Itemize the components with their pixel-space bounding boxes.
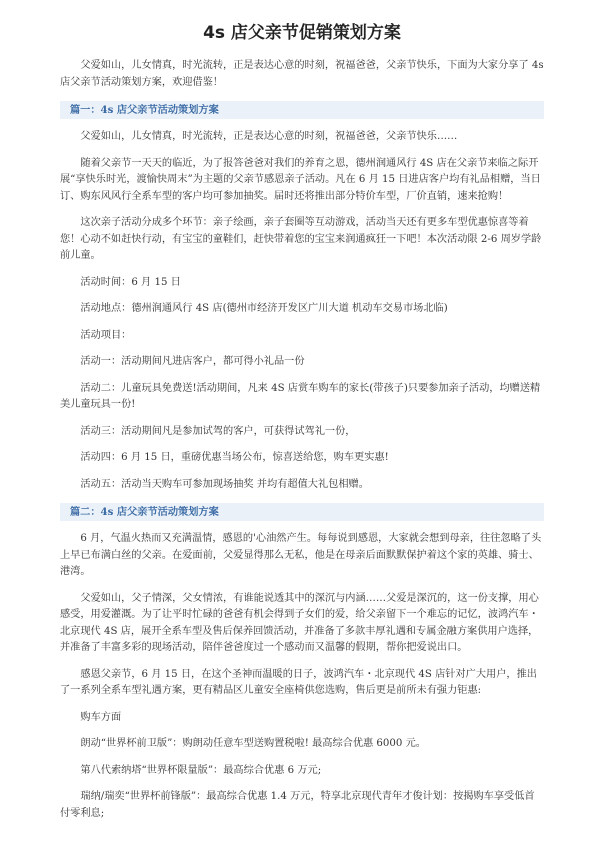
activity-location: 活动地点：德州润通风行 4S 店(德州市经济开发区广川大道 机动车交易市场北临) bbox=[80, 303, 448, 314]
section2-paragraph: 感恩父亲节，6 月 15 日，在这个圣神而温暖的日子，波鸿汽车・北京现代 4S 店针对广大用户，推出了一系列全系车型礼遇方案，更有精品区儿童安全座椅供您选购，售后更是前所未有强力钜惠: bbox=[60, 668, 537, 696]
intro-paragraph: 父爱如山，儿女情真，时光流转，正是表达心意的时刻，祝福爸爸，父亲节快乐，下面为大家分享了 4s 店父亲节活动策划方案，欢迎借鉴！ bbox=[60, 60, 544, 88]
section2-heading: 篇二：4s 店父亲节活动策划方案 bbox=[60, 503, 544, 521]
activity-3: 活动三：活动期间凡是参加试驾的客户，可获得试驾礼一份， bbox=[80, 425, 356, 437]
section1-heading: 篇一：4s 店父亲节活动策划方案 bbox=[60, 101, 544, 119]
purchase-offer: 第八代索纳塔“世界杯限量版”：最高综合优惠 6 万元; bbox=[80, 764, 322, 776]
activity-4: 活动四：6 月 15 日，重磅优惠当场公布，惊喜送给您，购车更实惠! bbox=[80, 452, 389, 463]
activity-time: 活动时间：6 月 15 日 bbox=[80, 276, 181, 288]
purchase-offer: 朗动“世界杯前卫版”：购朗动任意车型送购置税啦! 最高综合优惠 6000 元。 bbox=[80, 738, 426, 749]
section1-paragraph: 随着父亲节一天天的临近，为了报答爸爸对我们的养育之恩，德州润通风行 4S 店在父亲节来临之际开展“享快乐时光，渡愉快周末”为主题的父亲节感恩亲子活动。凡在 6 月 15 日进店客户均有礼品相赠，当日订、购东风风行全系车型的客户均可参加抽奖。届时还将推出部分特价车型，厂价直销，速来抢购！ bbox=[60, 157, 541, 202]
section1-paragraph: 这次亲子活动分成多个环节：亲子绘画，亲子套圈等互动游戏，活动当天还有更多车型优惠惊喜等着您！心动不如赶快行动，有宝宝的童鞋们，赶快带着您的宝宝来润通疯狂一下吧！本次活动限 2-6 周岁学龄前儿童。 bbox=[60, 217, 542, 261]
activity-5: 活动五：活动当天购车可参加现场抽奖 并均有超值大礼包相赠。 bbox=[80, 478, 369, 490]
section1-paragraph: 父爱如山，儿女情真，时光流转，正是表达心意的时刻，祝福爸爸，父亲节快乐…… bbox=[80, 131, 458, 142]
document-title: 4s 店父亲节促销策划方案 bbox=[203, 23, 401, 43]
activity-1: 活动一：活动期间凡进店客户，都可得小礼品一份 bbox=[80, 356, 305, 367]
section2-paragraph: 6 月，气温火热而又充满温情，感恩的'心油然产生。每每说到感恩，大家就会想到母亲，往往忽略了头上早已布满白丝的父亲。在爱面前，父爱显得那么无私，他是在母亲后面默默保护着这个家的英雄、骑士、港湾。 bbox=[60, 533, 542, 577]
purchase-offer: 瑞纳/瑞奕“世界杯前锋版”：最高综合优惠 1.4 万元，特享北京现代青年才俊计划：按揭购车享受低首付零利息; bbox=[60, 791, 535, 819]
activity-items-label: 活动项目： bbox=[80, 329, 132, 341]
activity-2: 活动二：儿童玩具免费送!活动期间，凡来 4S 店赏车购车的家长(带孩子)只要参加亲子活动，均赠送精美儿童玩具一份! bbox=[60, 382, 541, 410]
section2-paragraph: 父爱如山，父子情深，父女情浓，有谁能说透其中的深沉与内涵……父爱是深沉的，这一份支撑，用心感受，用爱灌溉。为了让平时忙碌的爸爸有机会得到子女们的爱，给父亲留下一个难忘的记忆，波鸿汽车・北京现代 4S 店，展开全系车型及售后保养回馈活动，并准备了多款丰厚礼遇和专属金融方案供用户选择，并准备了丰富多彩的现场活动，陪伴爸爸度过一个感动而又温馨的假期，帮你把爱说出口。 bbox=[60, 592, 539, 653]
purchase-label: 购车方面 bbox=[80, 711, 122, 723]
